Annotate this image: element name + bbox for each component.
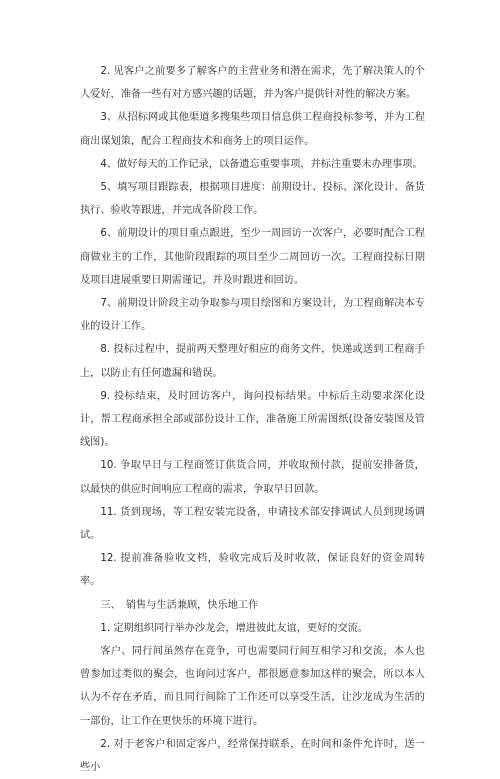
paragraph-item-11: 11. 货到现场，等工程安装完设备，申请技术部安排调试人员到现场调试。 (80, 506, 425, 542)
paragraph-item-4: 4、做好每天的工作记录，以备遗忘重要事项，并标注重要未办理事项。 (100, 158, 423, 170)
paragraph-salon-2: 2. 对于老客户和固定客户，经常保持联系，在时间和条件允许时，送一些小 (80, 738, 425, 774)
paragraph-salon-1: 1. 定期组织同行举办沙龙会，增进彼此友谊，更好的交流。 (100, 622, 369, 634)
paragraph-item-6: 6、前期设计的项目重点跟进，至少一周回访一次客户，必要时配合工程商做业主的工作，其他阶段跟踪的项目至少二周回访一次。工程商投标日期及项目进展重要日期需谨记，并及时跟进和回访。 (80, 228, 425, 286)
section-heading: 三、 销售与生活兼顾，快乐地工作 (100, 599, 259, 611)
paragraph-item-3: 3、从招标网或其他渠道多搜集些项目信息供工程商投标参考，并为工程商出谋划策，配合工程商技术和商务上的项目运作。 (80, 112, 425, 147)
paragraph-item-12: 12. 提前准备验收文档，验收完成后及时收款，保证良好的资金周转率。 (80, 553, 425, 588)
paragraph-item-5: 5、填写项目跟踪表，根据项目进度：前期设计、投标、深化设计、备货执行、验收等跟进，并完成各阶段工作。 (80, 182, 425, 217)
paragraph-salon-body: 客户、同行间虽然存在竞争，可也需要同行间互相学习和交流，本人也曾参加过类似的聚会，也询问过客户，都很愿意参加这样的聚会，所以本人认为不存在矛盾，而且同行间除了工作还可以享受生活，让沙龙成为生活的一部份，让工作在更快乐的环境下进行。 (80, 646, 425, 727)
paragraph-item-7: 7、前期设计阶段主动争取参与项目绘图和方案设计，为工程商解决本专业的设计工作。 (80, 298, 425, 333)
document-page (80, 60, 425, 779)
paragraph-item-10: 10. 争取早日与工程商签订供货合同，并收取预付款，提前安排备货，以最快的供应时间响应工程商的需求，争取早日回款。 (80, 460, 425, 495)
paragraph-item-8: 8. 投标过程中，提前两天整理好相应的商务文件，快递或送到工程商手上，以防止有任何遗漏和错误。 (80, 344, 425, 379)
paragraph-item-9: 9. 投标结束，及时回访客户，询问投标结果。中标后主动要求深化设计，帮工程商承担全部或部份设计工作，准备施工所需图纸(设备安装图及管线图)。 (80, 390, 425, 449)
paragraph-item-2: 2. 见客户之前要多了解客户的主营业务和潜在需求，先了解决策人的个人爱好，准备一些有对方感兴趣的话题，并为客户提供针对性的解决方案。 (80, 66, 425, 101)
